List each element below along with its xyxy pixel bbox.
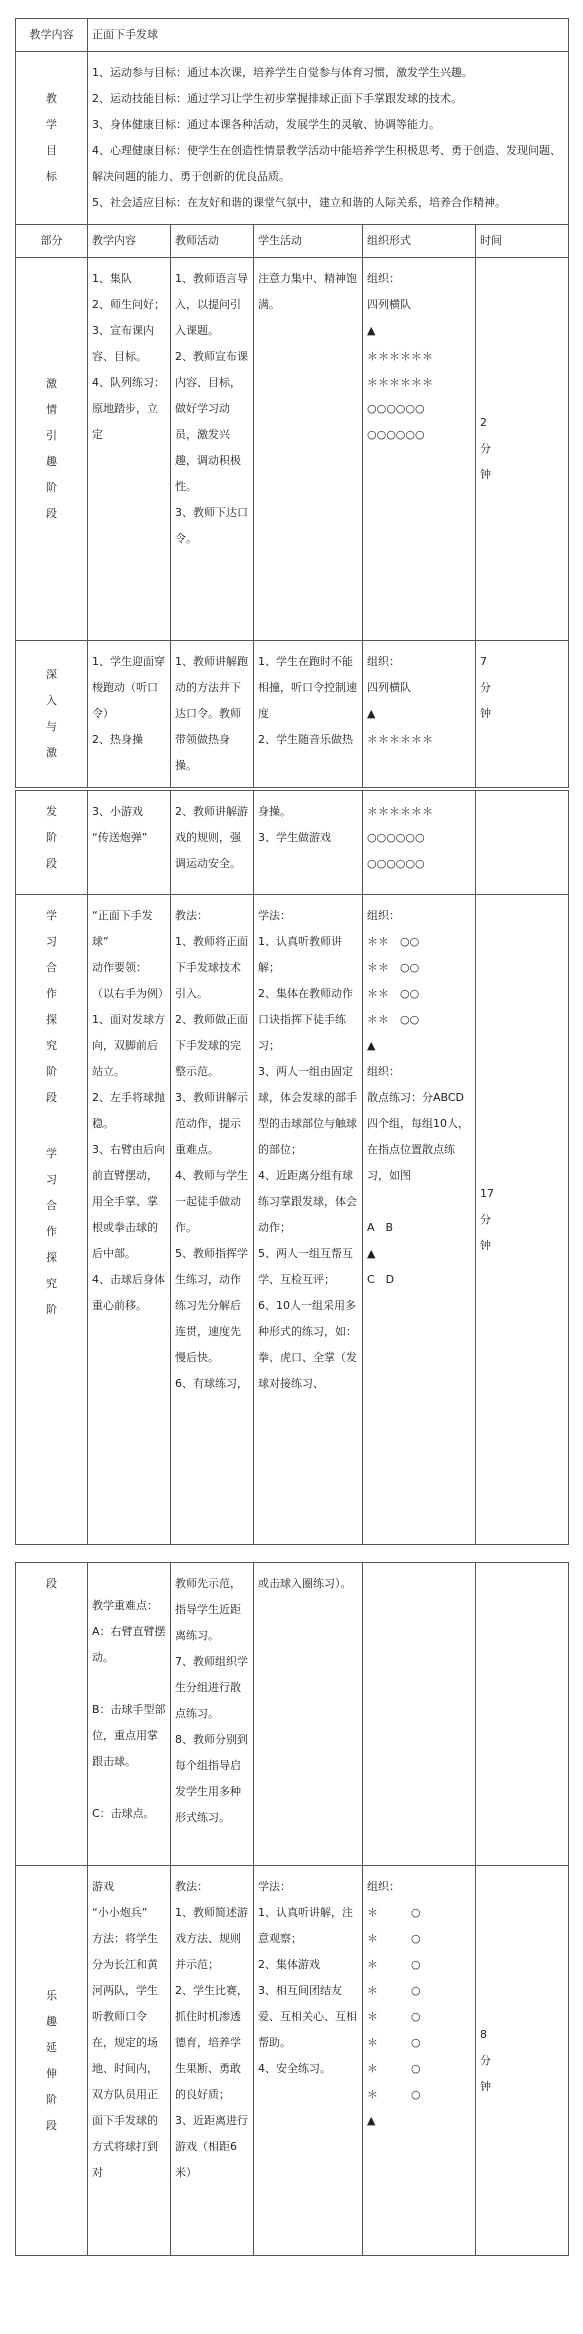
lesson-plan-sheet-1	[15, 18, 568, 788]
section-student: 身操。 3、学生做游戏	[254, 791, 363, 895]
section-row	[16, 1866, 569, 2256]
lesson-plan-table-3	[15, 1562, 569, 2256]
section-time	[476, 1563, 569, 1866]
col-content: 教学内容	[88, 225, 171, 258]
section-teacher: 2、教师讲解游戏的规则，强调运动安全。	[171, 791, 254, 895]
section-student: 学法： 1、认真听教师讲解； 2、集体在教师动作口诀指挥下徒手练习； 3、两人一组由固定球，体会发球的部手型的击球部位与触球的部位； 4、近距离分组有球练习掌跟发球，体会动作； 5、两人一组互帮互学、互检互评； 6、10人一组采用多种形式的练习，如：拳、虎口、全掌（发球对接练习、	[254, 895, 363, 1545]
teacher-marker: ▲	[367, 324, 376, 337]
section-part: 激 情 引 趣 阶 段	[16, 258, 88, 641]
section-time	[476, 791, 569, 895]
col-student: 学生活动	[254, 225, 363, 258]
section-teacher: 教法： 1、教师将正面下手发球技术引入。 2、教师做正面下手发球的完整示范。 3、教师讲解示范动作，提示重难点。 4、教师与学生一起徒手做动作。 5、教师指挥学生练习，动作练习先分解后连贯，速度先慢后快。 6、有球练习，	[171, 895, 254, 1545]
goals-row	[16, 52, 569, 225]
lesson-plan-sheet-2	[15, 790, 568, 1545]
section-student: 1、学生在跑时不能相撞，听口令控制速度 2、学生随音乐做热	[254, 641, 363, 788]
section-time: 8 分 钟	[476, 1866, 569, 2256]
section-part: 深 入 与 激	[16, 641, 88, 788]
section-row	[16, 895, 569, 1545]
goal-item: 3、身体健康目标：通过本课各种活动，发展学生的灵敏、协调等能力。	[92, 118, 440, 131]
section-content: 3、小游戏 “传送炮弹”	[88, 791, 171, 895]
section-row	[16, 1563, 569, 1866]
section-teacher: 1、教师语言导入，以提问引入课题。 2、教师宣布课内容、目标，做好学习动员，激发兴趣，调动积极性。 3、教师下达口令。	[171, 258, 254, 641]
lesson-plan-sheet-3	[15, 1562, 568, 2256]
section-org: 组织： ＊ ○ ＊ ○ ＊ ○ ＊ ○ ＊ ○ ＊ ○ ＊ ○ ＊ ○ ▲	[363, 1866, 476, 2256]
section-part: 学 习 合 作 探 究 阶 段 学 习 合 作 探 究 阶	[16, 895, 88, 1545]
lesson-plan-table-1	[15, 18, 569, 788]
lesson-plan-table-2	[15, 790, 569, 1545]
section-student: 或击球入圈练习）。	[254, 1563, 363, 1866]
goal-item: 4、心理健康目标：使学生在创造性情景教学活动中能培养学生积极思考、勇于创造、发现问题、解决问题的能力、勇于创新的优良品质。	[92, 144, 561, 183]
section-org	[363, 1563, 476, 1866]
section-teacher: 教法： 1、教师简述游戏方法、规则并示范； 2、学生比赛，抓住时机渗透德育，培养学生果断、勇敢的良好质； 3、近距离进行游戏（相距6米）	[171, 1866, 254, 2256]
section-content: 教学重难点： A：右臂直臂摆动。 B：击球手型部位，重点用掌跟击球。 C：击球点。	[88, 1563, 171, 1866]
section-org: 组织： 四列横队 ▲ ＊＊＊＊＊＊ ＊＊＊＊＊＊ ○○○○○○ ○○○○○○	[363, 258, 476, 641]
col-org: 组织形式	[363, 225, 476, 258]
section-student: 注意力集中、精神饱满。	[254, 258, 363, 641]
section-part: 发 阶 段	[16, 791, 88, 895]
section-row	[16, 258, 569, 641]
goal-item: 2、运动技能目标：通过学习让学生初步掌握排球正面下手掌跟发球的技术。	[92, 92, 462, 105]
teacher-marker: ▲	[367, 2114, 376, 2127]
header-row	[16, 19, 569, 52]
section-org: 组织： ＊＊ ○○ ＊＊ ○○ ＊＊ ○○ ＊＊ ○○ ▲ 组织： 散点练习：分ABCD四个组，每组10人，在指点位置散点练习，如图 A B ▲ C D	[363, 895, 476, 1545]
teacher-marker: ▲	[367, 1247, 376, 1260]
goal-item: 5、社会适应目标：在友好和谐的课堂气氛中，建立和谐的人际关系，培养合作精神。	[92, 196, 506, 209]
section-row	[16, 791, 569, 895]
header-label: 教学内容	[16, 19, 88, 52]
section-time: 17 分 钟	[476, 895, 569, 1545]
col-time: 时间	[476, 225, 569, 258]
section-row	[16, 641, 569, 788]
section-teacher: 教师先示范，指导学生近距离练习。 7、教师组织学生分组进行散点练习。 8、教师分别到每个组指导启发学生用多种形式练习。	[171, 1563, 254, 1866]
goals-list	[88, 52, 569, 225]
column-header-row	[16, 225, 569, 258]
section-org: 组织： 四列横队 ▲ ＊＊＊＊＊＊	[363, 641, 476, 788]
section-time: 7 分 钟	[476, 641, 569, 788]
col-part: 部分	[16, 225, 88, 258]
goals-label: 教 学 目 标	[16, 52, 88, 225]
teacher-marker: ▲	[367, 707, 376, 720]
col-teacher: 教师活动	[171, 225, 254, 258]
section-content: 1、学生迎面穿梭跑动（听口令） 2、热身操	[88, 641, 171, 788]
section-content: 游戏 “小小炮兵” 方法：将学生分为长江和黄河两队，学生听教师口令在，规定的场地、时间内，双方队员用正面下手发球的方式将球打到对	[88, 1866, 171, 2256]
teacher-marker: ▲	[367, 1039, 376, 1052]
section-content: 1、集队 2、师生问好； 3、宣布课内容、目标。 4、队列练习：原地踏步，立定	[88, 258, 171, 641]
section-org: ＊＊＊＊＊＊ ○○○○○○ ○○○○○○	[363, 791, 476, 895]
section-part: 乐 趣 延 伸 阶 段	[16, 1866, 88, 2256]
header-value: 正面下手发球	[88, 19, 569, 52]
section-time: 2 分 钟	[476, 258, 569, 641]
goal-item: 1、运动参与目标：通过本次课，培养学生自觉参与体育习惯，激发学生兴趣。	[92, 66, 473, 79]
section-content: “正面下手发球” 动作要领： （以右手为例） 1、面对发球方向，双脚前后站立。 2、左手将球抛稳。 3、右臂由后向前直臂摆动，用全手掌、掌根或拳击球的后中部。 4、击球后身体重心前移。	[88, 895, 171, 1545]
section-part: 段	[16, 1563, 88, 1866]
section-student: 学法： 1、认真听讲解，注意观察； 2、集体游戏 3、相互间团结友爱、互相关心、互相帮助。 4、安全练习。	[254, 1866, 363, 2256]
section-teacher: 1、教师讲解跑动的方法并下达口令。教师带领做热身操。	[171, 641, 254, 788]
